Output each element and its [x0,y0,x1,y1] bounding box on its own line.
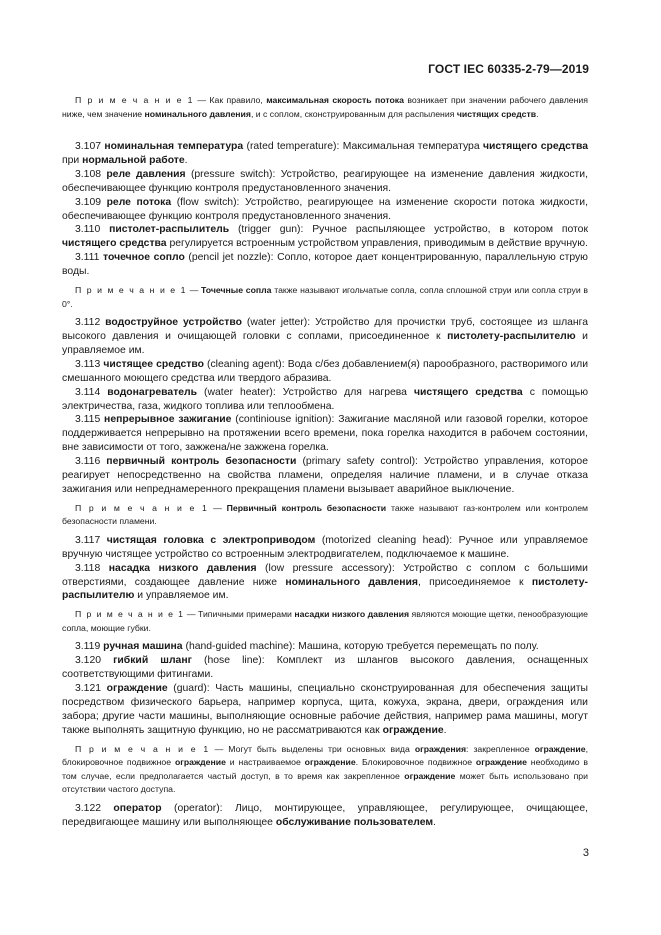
definition-paragraph [62,640,588,654]
text-run: (flow switch): Устройство, реагирующее на изменение скорости потока жидкости, обеспечивающее функцию контроля предустановленного значения. [62,196,588,222]
text-run: 3.119 [75,641,104,653]
note-label: П р и м е ч а н и е 1 [75,609,185,620]
definition-paragraph [62,251,588,279]
text-run: (guard): Часть машины, специально сконструированная для обеспечения защиты посредством физического барьера, например корпуса, щита, кожуха, экрана, двери, ограждения или забора; другие части машины, выполняющие основные рабочие действия, например рама машины, могут также выполнять защитную функцию, но не рассматриваются как [62,683,588,736]
text-run: также называют игольчатые сопла, сопла сплошной струи или сопла струи в 0°. [62,285,589,309]
term-bold: ограждение [475,757,527,768]
definition-paragraph [62,140,588,168]
term-bold: ограждение [534,743,586,754]
term-bold: водонагреватель [107,386,198,398]
term-bold: водоструйное устройство [105,317,242,329]
text-run: , блокировочное подвижное [62,743,588,768]
text-run: 3.122 [75,802,114,814]
standard-designation: ГОСТ IEC 60335-2-79—2019 [428,62,589,76]
term-bold: чистящее средство [103,358,204,370]
text-run: также называют газ-контролем или контролем безопасности пламени. [62,502,589,527]
text-run: (continiouse ignition): Зажигание масляной или газовой горелки, которое поддерживается непрерывно на протяжении всего времени, пока горелка находится в рабочем состоянии, вне зависимости от того, зажжена/не зажжена горелка. [62,414,589,454]
text-run: , присоединяемое к [417,576,532,588]
term-bold: первичный контроль безопасности [106,456,297,468]
text-run: 3.115 [75,414,105,426]
note-label: П р и м е ч а н и е 1 [75,285,187,296]
note-paragraph [62,743,588,797]
term-bold: чистящего средства [482,141,588,152]
text-run: (trigger gun): Ручное распыляющее устройство, в котором поток [229,224,588,236]
term-bold: гибкий шланг [113,655,192,667]
text-run: , и с соплом, сконструированным для распыления [250,108,457,119]
text-run: (motorized cleaning head): Ручное или управляемое вручную чистящее устройство со встроенным электродвигателем, подключаемое к машине. [62,534,588,560]
term-bold: ограждение [304,757,356,768]
text-run: . [433,816,436,828]
note-label: П р и м е ч а н и е 1 [75,502,209,513]
definition-paragraph [62,223,588,251]
term-bold: максимальная скорость потока [266,95,404,105]
text-run: — [208,502,227,513]
term-bold: ручная машина [103,641,183,653]
term-bold: пистолету-распылителю [62,576,589,602]
text-run: : закрепленное [466,743,535,754]
text-run: (low pressure accessory): Устройство с соплом с большими отверстиями, создающее давление ниже [62,562,588,588]
term-bold: ограждение [174,757,226,768]
text-run: — Типичными примерами [184,609,295,620]
definition-paragraph [62,654,588,682]
term-bold: насадка низкого давления [108,562,257,574]
definition-paragraph [62,386,588,414]
text-run: (hose line): Комплект из шлангов высокого давления, оснащенных соответствующими фитингами. [62,655,589,681]
text-run: необходимо в том случае, если предполагается частый доступ, в то время как закрепленное [62,757,589,781]
definition-paragraph [62,413,588,455]
term-bold: насадки низкого давления [294,609,410,620]
text-run: . [536,108,539,119]
text-run: . [184,154,188,166]
note-paragraph [62,502,588,529]
term-bold: чистящего средства [413,386,523,398]
definition-paragraph [62,168,588,196]
term-bold: непрерывное зажигание [104,414,232,426]
text-run: 3.116 [75,456,107,468]
text-run: (water heater): Устройство для нагрева [197,386,414,398]
term-bold: ограждение [382,724,444,736]
text-run: 3.114 [75,386,108,398]
definition-paragraph [62,358,588,386]
text-run: регулируется встроенным устройством управления, приводимым в действие вручную. [166,238,588,250]
spacer [62,121,588,140]
term-bold: номинальная температура [104,141,244,152]
text-run: может быть использовано при отсутствии частого доступа. [62,770,588,795]
text-run: (operator): Лицо, монтирующее, управляющее, регулирующее, очищающее, передвигающее машину или выполняющее [62,802,588,828]
text-run: и управляемое им. [62,330,588,356]
term-bold: пистолет-распылитель [109,224,230,236]
term-bold: номинального давления [285,576,418,588]
text-run: 3.117 [75,534,107,546]
definition-paragraph [62,534,588,562]
definition-paragraph [62,316,588,358]
term-bold: точечное сопло [103,252,185,264]
term-bold: Точечные сопла [201,285,272,296]
text-run: с помощью электричества, газа, жидкого топлива или теплообмена. [62,386,588,412]
text-run: и настраиваемое [225,757,305,768]
text-run: 3.110 [75,224,110,236]
text-run: 3.120 [75,655,114,667]
term-bold: реле потока [106,196,172,208]
note-paragraph [62,284,588,311]
term-bold: номинального давления [144,108,251,119]
term-bold: обслуживание пользователем [275,816,434,828]
text-run: (cleaning agent): Вода с/без добавлением(я) парообразного, растворимого или смешанного моющего средства или твердого абразива. [62,358,589,384]
term-bold: пистолету-распылителю [447,330,576,342]
text-run: и управляемое им. [134,590,229,602]
term-bold: чистящего средства [62,238,167,250]
text-run: 3.121 [75,683,107,695]
text-run: (rated temperature): Максимальная температура [243,141,483,152]
text-run: 3.113 [75,358,104,370]
term-bold: ограждения [414,743,467,754]
definition-paragraph [62,455,588,497]
text-run: (pencil jet nozzle): Сопло, которое дает концентрированную, параллельную струю воды. [62,252,588,278]
text-run: . Блокировочное подвижное [355,757,476,768]
definition-paragraph [62,562,588,604]
document-body [62,94,588,830]
term-bold: Первичный контроль безопасности [226,502,387,513]
text-run: — [186,285,201,296]
text-run: . [443,724,447,736]
term-bold: ограждение [106,683,168,695]
definition-paragraph [62,802,588,830]
text-run: — Как правило, [193,95,267,105]
text-run: при [62,154,83,166]
text-run: являются моющие щетки, пенообразующие сопла, моющие губки. [62,609,588,633]
term-bold: оператор [113,802,162,814]
note-label: П р и м е ч а н и е 1 [75,743,210,754]
text-run: (primary safety control): Устройство управления, которое реагирует непосредственно на свойства пламени, определяя наличие пламени, и в случае отказа зажигания или непреднамеренного прекращения пламени вызывает аварийное выключение. [62,456,588,495]
text-run: (pressure switch): Устройство, реагирующее на изменение давления жидкости, обеспечивающее функцию контроля предустановленного значения. [62,168,588,194]
note-paragraph [62,608,588,635]
term-bold: ограждение [404,770,456,781]
text-run: 3.118 [75,562,109,574]
term-bold: чистящих средств [456,108,537,119]
term-bold: реле давления [106,168,186,180]
text-run: (water jetter): Устройство для прочистки труб, состоящее из шланга высокого давления и очищающей головки с соплами, присоединенное к [62,317,588,342]
definition-paragraph [62,196,588,224]
text-run: возникает при значении рабочего давления ниже, чем значение [62,95,588,119]
term-bold: нормальной работе [82,154,185,166]
text-run: 3.107 [75,141,105,152]
text-run: 3.112 [75,317,106,329]
text-run: 3.108 [75,168,107,180]
text-run: 3.111 [75,252,104,264]
definition-paragraph [62,682,588,738]
term-bold: чистящая головка с электроприводом [106,534,316,546]
note-label: П р и м е ч а н и е 1 [75,95,194,105]
page-number: 3 [582,847,589,859]
text-run: (hand-guided machine): Машина, которую требуется перемещать по полу. [182,641,539,653]
text-run: — Могут быть выделены три основных вида [209,743,415,754]
note-paragraph [62,94,588,121]
text-run: 3.109 [75,196,107,208]
